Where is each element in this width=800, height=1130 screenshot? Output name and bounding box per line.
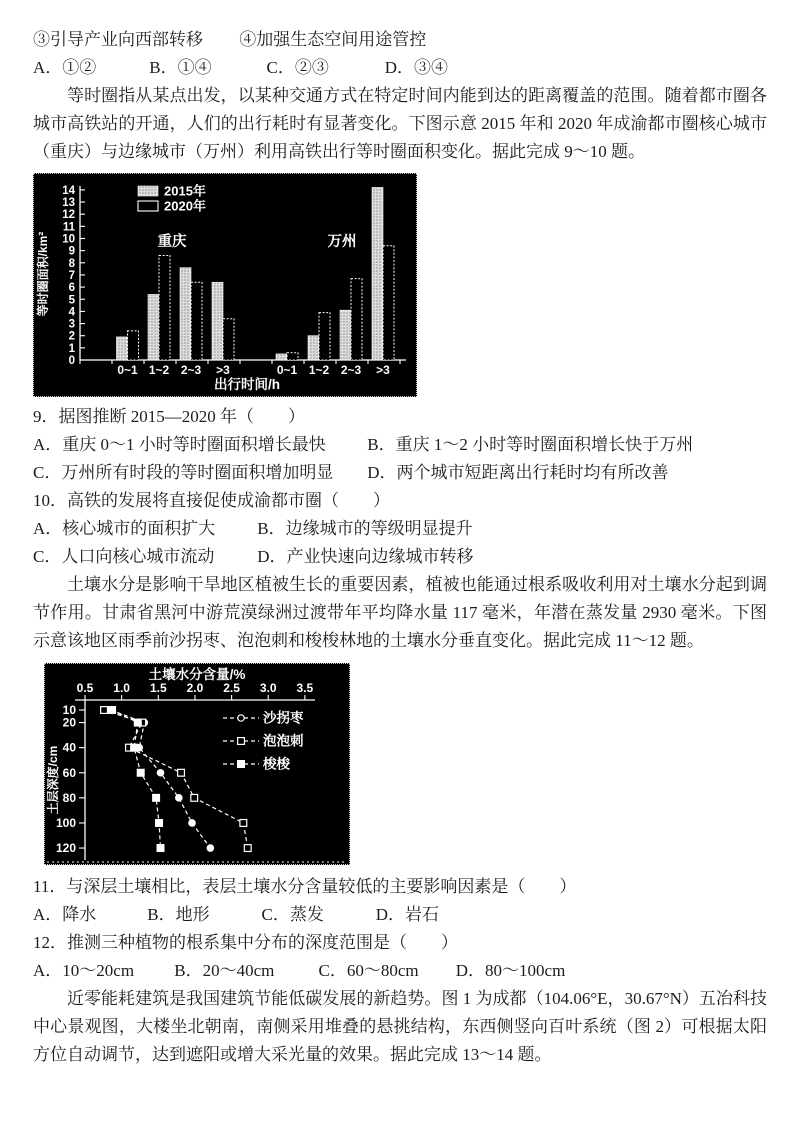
q11-option-c: C．蒸发 (261, 905, 324, 924)
q12-option-c: C．60～80cm (318, 961, 419, 980)
svg-text:0.5: 0.5 (76, 681, 94, 695)
svg-text:2020年: 2020年 (164, 198, 206, 214)
q8-option-b: B．①④ (149, 58, 212, 77)
statement-4: ④加强生态空间用途管控 (239, 30, 427, 49)
q9-stem: 9．据图推断 2015—2020 年（ ） (33, 407, 305, 426)
passage-soil: 土壤水分是影响干旱地区植被生长的重要因素，植被也能通过根系吸收利用对土壤水分起到调节作用。甘肃省黑河中游荒漠绿洲过渡带年平均降水量 117 毫米，年潜在蒸发量 2930 毫米。下图示意该地区雨季前沙拐枣、泡泡刺和梭梭林地的土壤水分垂直变化。据此完成 11～12 题。 (33, 575, 767, 650)
q10-option-d: D．产业快速向边缘城市转移 (257, 547, 474, 566)
q10-options-row-1 (33, 515, 767, 543)
q10-option-c: C．人口向核心城市流动 (33, 547, 215, 566)
q9-option-b: B．重庆 1～2 小时等时圈面积增长快于万州 (367, 435, 694, 454)
q8-options-row (33, 54, 767, 82)
svg-text:0~1: 0~1 (276, 363, 298, 377)
isochrone-bar-chart-figure (33, 173, 417, 397)
svg-text:10: 10 (62, 233, 75, 246)
svg-text:7: 7 (68, 269, 75, 282)
q10-options-row-2 (33, 543, 767, 571)
q12-stem: 12．推测三种植物的根系集中分布的深度范围是（ ） (33, 933, 458, 952)
q11-option-b: B．地形 (147, 905, 210, 924)
svg-text:1~2: 1~2 (308, 363, 330, 377)
svg-text:1.0: 1.0 (113, 681, 130, 695)
svg-text:等时圈面积/km²: 等时圈面积/km² (36, 231, 50, 317)
svg-text:14: 14 (62, 184, 75, 197)
q10-option-a: A．核心城市的面积扩大 (33, 519, 216, 538)
svg-text:1~2: 1~2 (148, 363, 170, 377)
q10-stem: 10．高铁的发展将直接促使成渝都市圈（ ） (33, 491, 390, 510)
q10-option-b: B．边缘城市的等级明显提升 (257, 519, 473, 538)
svg-text:>3: >3 (216, 363, 230, 377)
svg-text:12: 12 (62, 209, 75, 222)
svg-text:11: 11 (62, 221, 75, 234)
svg-text:1.5: 1.5 (149, 681, 167, 695)
statements-row (33, 26, 767, 54)
svg-text:土壤水分含量/%: 土壤水分含量/% (148, 667, 246, 682)
svg-text:100: 100 (55, 815, 76, 830)
q12-option-a: A．10～20cm (33, 961, 135, 980)
q8-option-a: A．①② (33, 58, 97, 77)
svg-text:重庆: 重庆 (157, 234, 187, 250)
q11-options-row (33, 901, 767, 929)
q11-option-a: A．降水 (33, 905, 97, 924)
svg-text:梭梭: 梭梭 (263, 756, 290, 772)
svg-text:万州: 万州 (327, 234, 357, 250)
q9-option-a: A．重庆 0～1 小时等时圈面积增长最快 (33, 435, 326, 454)
q12-options-row (33, 957, 767, 985)
svg-text:4: 4 (68, 306, 75, 319)
svg-text:>3: >3 (376, 363, 390, 377)
soil-moisture-line-chart (45, 664, 349, 864)
svg-text:0: 0 (68, 355, 75, 367)
passage-building: 近零能耗建筑是我国建筑节能低碳发展的新趋势。图 1 为成都（104.06°E，30.67°N）五冶科技中心景观图，大楼坐北朝南，南侧采用堆叠的悬挑结构，东西侧竖向百叶系统（图 2）可根据太阳方位自动调节，达到遮阳或增大采光量的效果。据此完成 13～14 题。 (33, 989, 767, 1064)
svg-text:0~1: 0~1 (117, 363, 138, 377)
q8-option-c: C．②③ (266, 58, 329, 77)
q9-options-row-1 (33, 431, 767, 459)
svg-text:3.5: 3.5 (296, 681, 314, 695)
soil-moisture-line-chart-figure (44, 663, 350, 865)
svg-text:8: 8 (68, 257, 75, 270)
svg-text:20: 20 (62, 715, 76, 730)
svg-text:1: 1 (68, 342, 75, 355)
svg-text:出行时间/h: 出行时间/h (214, 377, 280, 392)
svg-text:13: 13 (62, 197, 75, 210)
svg-text:2.0: 2.0 (186, 681, 204, 695)
isochrone-bar-chart (34, 174, 416, 396)
svg-text:泡泡刺: 泡泡刺 (263, 733, 304, 749)
svg-text:6: 6 (68, 282, 75, 295)
q9-option-d: D．两个城市短距离出行耗时均有所改善 (367, 463, 669, 482)
q12-option-b: B．20～40cm (174, 961, 275, 980)
svg-text:沙拐枣: 沙拐枣 (263, 710, 304, 726)
svg-text:9: 9 (68, 245, 75, 258)
svg-text:土层深度/cm: 土层深度/cm (46, 745, 60, 815)
svg-text:120: 120 (55, 841, 76, 856)
svg-text:60: 60 (62, 765, 76, 780)
svg-text:5: 5 (68, 294, 75, 307)
svg-text:2: 2 (68, 330, 75, 343)
q9-options-row-2 (33, 459, 767, 487)
svg-text:2.5: 2.5 (223, 681, 240, 695)
svg-text:10: 10 (62, 703, 76, 717)
svg-text:2~3: 2~3 (340, 363, 362, 377)
svg-text:2~3: 2~3 (180, 363, 202, 377)
svg-text:80: 80 (62, 790, 76, 805)
svg-text:3: 3 (68, 318, 75, 331)
svg-text:40: 40 (62, 740, 76, 755)
passage-isochrone: 等时圈指从某点出发，以某种交通方式在特定时间内能到达的距离覆盖的范围。随着都市圈各城市高铁站的开通，人们的出行耗时有显著变化。下图示意 2015 年和 2020 年成渝都市圈核心城市（重庆）与边缘城市（万州）利用高铁出行等时圈面积变化。据此完成 9～10 题。 (33, 86, 767, 161)
q11-stem: 11．与深层土壤相比，表层土壤水分含量较低的主要影响因素是（ ） (33, 877, 577, 896)
q9-option-c: C．万州所有时段的等时圈面积增加明显 (33, 463, 334, 482)
svg-text:3.0: 3.0 (259, 681, 277, 695)
svg-text:2015年: 2015年 (164, 183, 206, 199)
q8-option-d: D．③④ (384, 58, 449, 77)
q11-option-d: D．岩石 (375, 905, 440, 924)
statement-3: ③引导产业向西部转移 (33, 30, 203, 49)
q12-option-d: D．80～100cm (455, 961, 566, 980)
